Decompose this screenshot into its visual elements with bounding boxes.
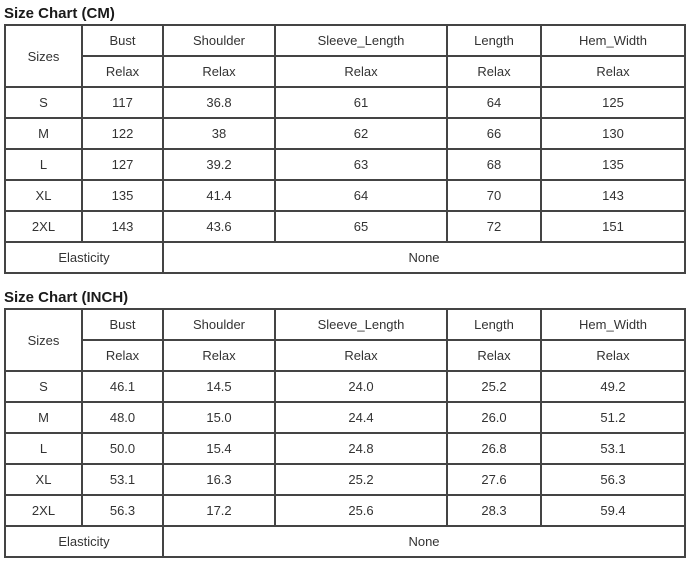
table-cell: 50.0 xyxy=(82,433,163,464)
column-header-bust: Bust xyxy=(82,25,163,56)
table-cell: 14.5 xyxy=(163,371,275,402)
column-header-sleeve-length: Sleeve_Length xyxy=(275,309,447,340)
subheader-cell: Relax xyxy=(541,56,685,87)
table-row xyxy=(5,87,685,118)
subheader-cell: Relax xyxy=(275,340,447,371)
elasticity-value-cell: None xyxy=(163,242,685,273)
table-cell: 151 xyxy=(541,211,685,242)
table-cell: 16.3 xyxy=(163,464,275,495)
elasticity-row xyxy=(5,526,685,557)
table-cell: 39.2 xyxy=(163,149,275,180)
table-cell: 125 xyxy=(541,87,685,118)
table-cell: 25.2 xyxy=(275,464,447,495)
table-cell: 72 xyxy=(447,211,541,242)
size-label-cell: XL xyxy=(5,180,82,211)
table-cell: 24.0 xyxy=(275,371,447,402)
table-cell: 41.4 xyxy=(163,180,275,211)
table-cell: 15.0 xyxy=(163,402,275,433)
table-cell: 56.3 xyxy=(82,495,163,526)
subheader-cell: Relax xyxy=(447,56,541,87)
column-header-length: Length xyxy=(447,25,541,56)
table-cell: 63 xyxy=(275,149,447,180)
elasticity-label-cell: Elasticity xyxy=(5,526,163,557)
table-row xyxy=(5,402,685,433)
column-header-hem-width: Hem_Width xyxy=(541,25,685,56)
table-cell: 15.4 xyxy=(163,433,275,464)
table-cell: 56.3 xyxy=(541,464,685,495)
size-label-cell: M xyxy=(5,402,82,433)
table-cell: 62 xyxy=(275,118,447,149)
table-cell: 46.1 xyxy=(82,371,163,402)
subheader-cell: Relax xyxy=(82,340,163,371)
table-header-row xyxy=(5,309,685,340)
table-subheader-row xyxy=(5,340,685,371)
column-header-shoulder: Shoulder xyxy=(163,25,275,56)
column-header-hem-width: Hem_Width xyxy=(541,309,685,340)
table-cell: 53.1 xyxy=(541,433,685,464)
table-cell: 26.8 xyxy=(447,433,541,464)
table-cell: 36.8 xyxy=(163,87,275,118)
table-cell: 25.6 xyxy=(275,495,447,526)
subheader-cell: Relax xyxy=(163,340,275,371)
size-label-cell: 2XL xyxy=(5,211,82,242)
size-chart-inch-title: Size Chart (INCH) xyxy=(4,289,129,306)
subheader-cell: Relax xyxy=(275,56,447,87)
table-cell: 27.6 xyxy=(447,464,541,495)
size-chart-cm-title: Size Chart (CM) xyxy=(4,5,115,22)
table-row xyxy=(5,118,685,149)
table-row xyxy=(5,433,685,464)
table-row xyxy=(5,211,685,242)
sizes-header-cell: Sizes xyxy=(5,309,82,371)
table-cell: 17.2 xyxy=(163,495,275,526)
table-cell: 43.6 xyxy=(163,211,275,242)
table-cell: 24.4 xyxy=(275,402,447,433)
table-cell: 117 xyxy=(82,87,163,118)
column-header-sleeve-length: Sleeve_Length xyxy=(275,25,447,56)
column-header-length: Length xyxy=(447,309,541,340)
table-cell: 59.4 xyxy=(541,495,685,526)
table-cell: 49.2 xyxy=(541,371,685,402)
column-header-bust: Bust xyxy=(82,309,163,340)
elasticity-row xyxy=(5,242,685,273)
table-cell: 143 xyxy=(82,211,163,242)
size-label-cell: S xyxy=(5,87,82,118)
table-cell: 48.0 xyxy=(82,402,163,433)
size-label-cell: S xyxy=(5,371,82,402)
size-label-cell: L xyxy=(5,149,82,180)
table-cell: 28.3 xyxy=(447,495,541,526)
table-cell: 122 xyxy=(82,118,163,149)
size-chart-cm xyxy=(4,2,684,274)
sizes-header-cell: Sizes xyxy=(5,25,82,87)
table-cell: 66 xyxy=(447,118,541,149)
table-row xyxy=(5,180,685,211)
table-row xyxy=(5,371,685,402)
table-cell: 53.1 xyxy=(82,464,163,495)
size-table-cm xyxy=(4,24,686,274)
table-header-row xyxy=(5,25,685,56)
subheader-cell: Relax xyxy=(82,56,163,87)
table-cell: 64 xyxy=(447,87,541,118)
table-cell: 70 xyxy=(447,180,541,211)
table-cell: 38 xyxy=(163,118,275,149)
size-chart-inch xyxy=(4,286,684,558)
table-cell: 24.8 xyxy=(275,433,447,464)
table-cell: 135 xyxy=(541,149,685,180)
table-cell: 135 xyxy=(82,180,163,211)
table-cell: 64 xyxy=(275,180,447,211)
table-cell: 143 xyxy=(541,180,685,211)
column-header-shoulder: Shoulder xyxy=(163,309,275,340)
elasticity-value-cell: None xyxy=(163,526,685,557)
size-label-cell: XL xyxy=(5,464,82,495)
table-cell: 130 xyxy=(541,118,685,149)
subheader-cell: Relax xyxy=(163,56,275,87)
size-table-inch xyxy=(4,308,686,558)
table-cell: 127 xyxy=(82,149,163,180)
table-row xyxy=(5,495,685,526)
subheader-cell: Relax xyxy=(447,340,541,371)
table-row xyxy=(5,464,685,495)
table-cell: 26.0 xyxy=(447,402,541,433)
table-cell: 61 xyxy=(275,87,447,118)
subheader-cell: Relax xyxy=(541,340,685,371)
size-label-cell: M xyxy=(5,118,82,149)
table-cell: 68 xyxy=(447,149,541,180)
table-cell: 25.2 xyxy=(447,371,541,402)
table-cell: 51.2 xyxy=(541,402,685,433)
size-label-cell: 2XL xyxy=(5,495,82,526)
table-subheader-row xyxy=(5,56,685,87)
table-cell: 65 xyxy=(275,211,447,242)
elasticity-label-cell: Elasticity xyxy=(5,242,163,273)
size-label-cell: L xyxy=(5,433,82,464)
table-row xyxy=(5,149,685,180)
